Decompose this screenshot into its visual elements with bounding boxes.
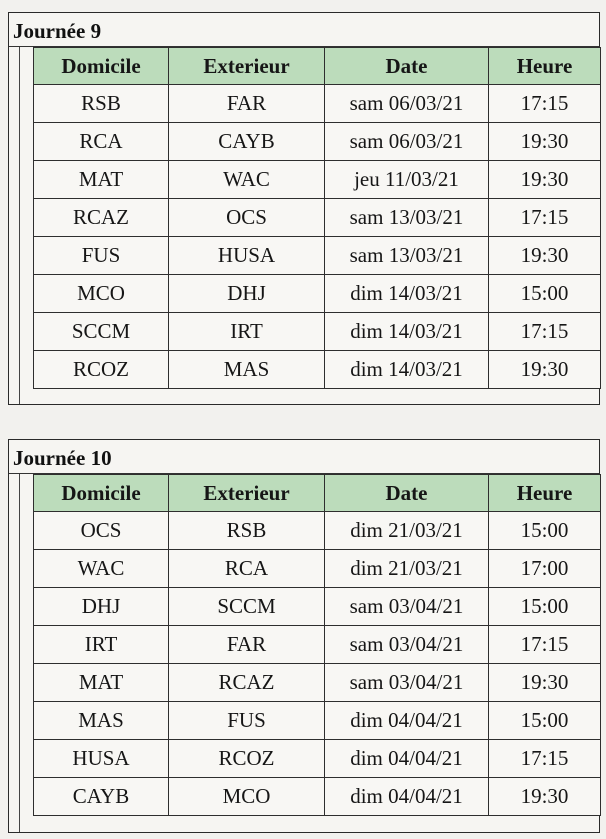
match-time: 15:00 bbox=[489, 702, 601, 740]
match-date: sam 06/03/21 bbox=[325, 85, 489, 123]
match-date: dim 14/03/21 bbox=[325, 275, 489, 313]
home-team: FUS bbox=[34, 237, 169, 275]
table-row bbox=[34, 161, 601, 199]
away-team: FAR bbox=[169, 626, 325, 664]
column-header-home: Domicile bbox=[34, 48, 169, 85]
table-row bbox=[34, 313, 601, 351]
match-date: dim 14/03/21 bbox=[325, 313, 489, 351]
match-time: 17:15 bbox=[489, 313, 601, 351]
match-time: 15:00 bbox=[489, 588, 601, 626]
home-team: RCA bbox=[34, 123, 169, 161]
away-team: IRT bbox=[169, 313, 325, 351]
match-date: sam 03/04/21 bbox=[325, 588, 489, 626]
away-team: RSB bbox=[169, 512, 325, 550]
match-time: 17:15 bbox=[489, 85, 601, 123]
column-header-time: Heure bbox=[489, 48, 601, 85]
table-row bbox=[34, 626, 601, 664]
home-team: MAS bbox=[34, 702, 169, 740]
away-team: MCO bbox=[169, 778, 325, 816]
away-team: CAYB bbox=[169, 123, 325, 161]
away-team: OCS bbox=[169, 199, 325, 237]
match-time: 17:15 bbox=[489, 626, 601, 664]
table-row bbox=[34, 588, 601, 626]
match-date: jeu 11/03/21 bbox=[325, 161, 489, 199]
round-block bbox=[8, 12, 600, 405]
table-row bbox=[34, 740, 601, 778]
table-row bbox=[34, 275, 601, 313]
home-team: WAC bbox=[34, 550, 169, 588]
away-team: HUSA bbox=[169, 237, 325, 275]
home-team: HUSA bbox=[34, 740, 169, 778]
match-date: dim 21/03/21 bbox=[325, 512, 489, 550]
match-date: sam 13/03/21 bbox=[325, 199, 489, 237]
away-team: RCA bbox=[169, 550, 325, 588]
away-team: FAR bbox=[169, 85, 325, 123]
match-time: 19:30 bbox=[489, 351, 601, 389]
match-time: 19:30 bbox=[489, 123, 601, 161]
match-time: 15:00 bbox=[489, 275, 601, 313]
match-date: sam 13/03/21 bbox=[325, 237, 489, 275]
match-time: 19:30 bbox=[489, 161, 601, 199]
away-team: RCOZ bbox=[169, 740, 325, 778]
match-date: dim 14/03/21 bbox=[325, 351, 489, 389]
table-row bbox=[34, 664, 601, 702]
home-team: MCO bbox=[34, 275, 169, 313]
fixtures-table bbox=[33, 47, 601, 389]
home-team: RSB bbox=[34, 85, 169, 123]
match-time: 17:15 bbox=[489, 199, 601, 237]
column-header-date: Date bbox=[325, 48, 489, 85]
table-left-margin bbox=[19, 47, 33, 404]
match-date: dim 04/04/21 bbox=[325, 740, 489, 778]
match-date: sam 03/04/21 bbox=[325, 664, 489, 702]
table-row bbox=[34, 702, 601, 740]
table-row bbox=[34, 237, 601, 275]
away-team: WAC bbox=[169, 161, 325, 199]
away-team: FUS bbox=[169, 702, 325, 740]
home-team: IRT bbox=[34, 626, 169, 664]
away-team: SCCM bbox=[169, 588, 325, 626]
table-row bbox=[34, 550, 601, 588]
table-row bbox=[34, 778, 601, 816]
match-date: sam 03/04/21 bbox=[325, 626, 489, 664]
round-title: Journée 9 bbox=[9, 13, 599, 47]
table-row bbox=[34, 199, 601, 237]
table-row bbox=[34, 123, 601, 161]
round-block bbox=[8, 439, 600, 833]
match-time: 17:00 bbox=[489, 550, 601, 588]
column-header-away: Exterieur bbox=[169, 475, 325, 512]
table-left-margin bbox=[19, 474, 33, 832]
table-row bbox=[34, 85, 601, 123]
match-date: dim 21/03/21 bbox=[325, 550, 489, 588]
match-time: 17:15 bbox=[489, 740, 601, 778]
match-date: dim 04/04/21 bbox=[325, 702, 489, 740]
table-header-row bbox=[34, 48, 601, 85]
round-title: Journée 10 bbox=[9, 440, 599, 474]
fixtures-table bbox=[33, 474, 601, 816]
match-time: 19:30 bbox=[489, 778, 601, 816]
match-time: 15:00 bbox=[489, 512, 601, 550]
match-time: 19:30 bbox=[489, 664, 601, 702]
table-header-row bbox=[34, 475, 601, 512]
home-team: RCAZ bbox=[34, 199, 169, 237]
table-row bbox=[34, 351, 601, 389]
away-team: DHJ bbox=[169, 275, 325, 313]
match-date: dim 04/04/21 bbox=[325, 778, 489, 816]
home-team: OCS bbox=[34, 512, 169, 550]
home-team: DHJ bbox=[34, 588, 169, 626]
home-team: SCCM bbox=[34, 313, 169, 351]
home-team: RCOZ bbox=[34, 351, 169, 389]
match-date: sam 06/03/21 bbox=[325, 123, 489, 161]
home-team: MAT bbox=[34, 161, 169, 199]
column-header-date: Date bbox=[325, 475, 489, 512]
column-header-time: Heure bbox=[489, 475, 601, 512]
away-team: MAS bbox=[169, 351, 325, 389]
table-row bbox=[34, 512, 601, 550]
away-team: RCAZ bbox=[169, 664, 325, 702]
home-team: MAT bbox=[34, 664, 169, 702]
match-time: 19:30 bbox=[489, 237, 601, 275]
column-header-away: Exterieur bbox=[169, 48, 325, 85]
home-team: CAYB bbox=[34, 778, 169, 816]
column-header-home: Domicile bbox=[34, 475, 169, 512]
